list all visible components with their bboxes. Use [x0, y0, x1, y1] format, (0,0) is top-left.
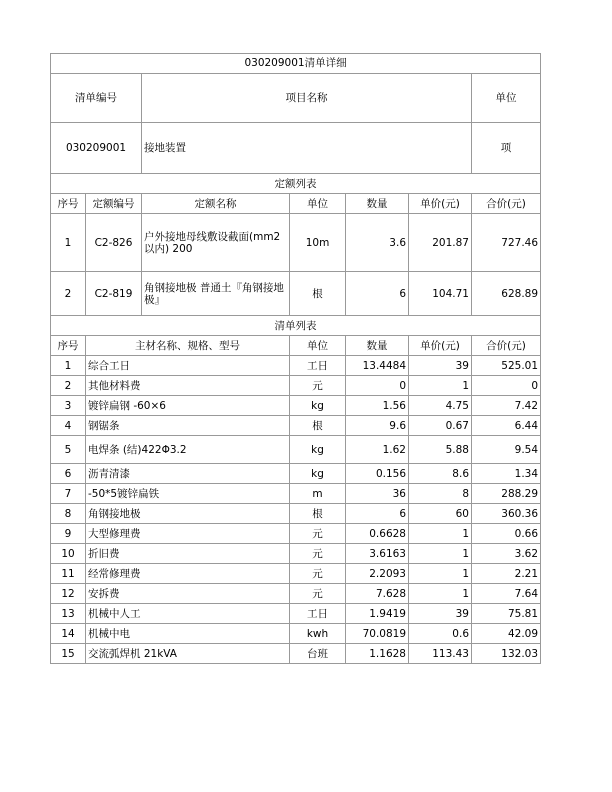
list-no: 7 [51, 484, 86, 504]
bill-name: 接地装置 [142, 123, 472, 174]
quota-no: 1 [51, 214, 86, 272]
bill-unit-header: 单位 [472, 74, 541, 123]
list-price: 1 [409, 544, 472, 564]
quota-name: 户外接地母线敷设截面(mm2以内) 200 [142, 214, 290, 272]
list-name: -50*5镀锌扁铁 [86, 484, 290, 504]
list-total: 6.44 [472, 416, 541, 436]
bill-unit: 项 [472, 123, 541, 174]
quota-price-header: 单价(元) [409, 194, 472, 214]
list-row [51, 624, 541, 644]
list-name: 安拆费 [86, 584, 290, 604]
quota-name: 角钢接地极 普通土『角钢接地极』 [142, 272, 290, 316]
list-header-row [51, 336, 541, 356]
list-price: 39 [409, 604, 472, 624]
list-unit: 元 [290, 584, 346, 604]
list-total: 7.42 [472, 396, 541, 416]
quota-row [51, 214, 541, 272]
list-total: 0.66 [472, 524, 541, 544]
list-section-title: 清单列表 [51, 316, 541, 336]
quota-qty: 6 [346, 272, 409, 316]
list-total: 525.01 [472, 356, 541, 376]
list-no: 6 [51, 464, 86, 484]
list-no: 9 [51, 524, 86, 544]
list-price: 1 [409, 376, 472, 396]
list-row [51, 644, 541, 664]
quota-unit: 10m [290, 214, 346, 272]
quota-name-header: 定额名称 [142, 194, 290, 214]
list-name-header: 主材名称、规格、型号 [86, 336, 290, 356]
quota-code: C2-826 [86, 214, 142, 272]
list-total-header: 合价(元) [472, 336, 541, 356]
quota-no: 2 [51, 272, 86, 316]
list-price: 4.75 [409, 396, 472, 416]
bill-detail-table [50, 53, 541, 664]
table-body [51, 54, 541, 664]
quota-total: 727.46 [472, 214, 541, 272]
list-unit: 元 [290, 524, 346, 544]
list-name: 其他材料费 [86, 376, 290, 396]
quota-row [51, 272, 541, 316]
list-price: 5.88 [409, 436, 472, 464]
list-row [51, 604, 541, 624]
list-name: 综合工日 [86, 356, 290, 376]
list-name: 角钢接地极 [86, 504, 290, 524]
list-price: 1 [409, 584, 472, 604]
list-qty-header: 数量 [346, 336, 409, 356]
list-row [51, 436, 541, 464]
list-price: 113.43 [409, 644, 472, 664]
list-qty: 1.62 [346, 436, 409, 464]
list-qty: 1.9419 [346, 604, 409, 624]
list-total: 1.34 [472, 464, 541, 484]
list-row [51, 416, 541, 436]
list-unit: kg [290, 436, 346, 464]
list-name: 经常修理费 [86, 564, 290, 584]
list-total: 7.64 [472, 584, 541, 604]
list-price: 8.6 [409, 464, 472, 484]
list-no: 11 [51, 564, 86, 584]
list-unit: m [290, 484, 346, 504]
list-no: 14 [51, 624, 86, 644]
list-unit: 元 [290, 376, 346, 396]
list-price: 8 [409, 484, 472, 504]
list-unit: 元 [290, 564, 346, 584]
list-no-header: 序号 [51, 336, 86, 356]
list-total: 42.09 [472, 624, 541, 644]
list-total: 132.03 [472, 644, 541, 664]
quota-section-row [51, 174, 541, 194]
list-unit: 台班 [290, 644, 346, 664]
bill-code: 030209001 [51, 123, 142, 174]
list-total: 2.21 [472, 564, 541, 584]
list-no: 15 [51, 644, 86, 664]
list-name: 大型修理费 [86, 524, 290, 544]
list-unit: 元 [290, 544, 346, 564]
list-row [51, 544, 541, 564]
list-qty: 1.1628 [346, 644, 409, 664]
list-total: 75.81 [472, 604, 541, 624]
list-row [51, 396, 541, 416]
list-total: 9.54 [472, 436, 541, 464]
quota-qty: 3.6 [346, 214, 409, 272]
list-unit: kg [290, 464, 346, 484]
list-total: 0 [472, 376, 541, 396]
quota-qty-header: 数量 [346, 194, 409, 214]
quota-price: 201.87 [409, 214, 472, 272]
list-price: 39 [409, 356, 472, 376]
list-row [51, 376, 541, 396]
list-no: 2 [51, 376, 86, 396]
list-row [51, 564, 541, 584]
quota-code-header: 定额编号 [86, 194, 142, 214]
bill-header-row [51, 74, 541, 123]
bill-row [51, 123, 541, 174]
list-price-header: 单价(元) [409, 336, 472, 356]
list-no: 13 [51, 604, 86, 624]
list-unit-header: 单位 [290, 336, 346, 356]
list-total: 288.29 [472, 484, 541, 504]
list-qty: 0.6628 [346, 524, 409, 544]
quota-total: 628.89 [472, 272, 541, 316]
quota-unit-header: 单位 [290, 194, 346, 214]
title-row [51, 54, 541, 74]
list-name: 沥青清漆 [86, 464, 290, 484]
bill-name-header: 项目名称 [142, 74, 472, 123]
list-unit: kwh [290, 624, 346, 644]
list-total: 360.36 [472, 504, 541, 524]
list-qty: 36 [346, 484, 409, 504]
quota-section-title: 定额列表 [51, 174, 541, 194]
list-name: 交流弧焊机 21kVA [86, 644, 290, 664]
list-qty: 1.56 [346, 396, 409, 416]
list-no: 10 [51, 544, 86, 564]
list-total: 3.62 [472, 544, 541, 564]
page-title: 030209001清单详细 [51, 54, 541, 74]
quota-no-header: 序号 [51, 194, 86, 214]
list-qty: 6 [346, 504, 409, 524]
list-name: 机械中电 [86, 624, 290, 644]
list-unit: 根 [290, 504, 346, 524]
list-qty: 7.628 [346, 584, 409, 604]
list-qty: 2.2093 [346, 564, 409, 584]
list-price: 60 [409, 504, 472, 524]
list-no: 8 [51, 504, 86, 524]
quota-header-row [51, 194, 541, 214]
list-row [51, 484, 541, 504]
bill-code-header: 清单编号 [51, 74, 142, 123]
list-qty: 70.0819 [346, 624, 409, 644]
list-name: 钢锯条 [86, 416, 290, 436]
list-name: 镀锌扁钢 -60×6 [86, 396, 290, 416]
list-no: 12 [51, 584, 86, 604]
quota-code: C2-819 [86, 272, 142, 316]
list-unit: 工日 [290, 356, 346, 376]
list-no: 3 [51, 396, 86, 416]
list-price: 1 [409, 564, 472, 584]
list-unit: 工日 [290, 604, 346, 624]
list-section-row [51, 316, 541, 336]
list-qty: 0.156 [346, 464, 409, 484]
list-no: 1 [51, 356, 86, 376]
list-name: 机械中人工 [86, 604, 290, 624]
list-name: 折旧费 [86, 544, 290, 564]
list-row [51, 584, 541, 604]
quota-total-header: 合价(元) [472, 194, 541, 214]
list-row [51, 524, 541, 544]
list-row [51, 464, 541, 484]
list-row [51, 356, 541, 376]
quota-price: 104.71 [409, 272, 472, 316]
list-qty: 9.6 [346, 416, 409, 436]
list-no: 4 [51, 416, 86, 436]
list-unit: kg [290, 396, 346, 416]
list-row [51, 504, 541, 524]
list-qty: 13.4484 [346, 356, 409, 376]
list-price: 0.67 [409, 416, 472, 436]
list-price: 0.6 [409, 624, 472, 644]
list-qty: 0 [346, 376, 409, 396]
list-unit: 根 [290, 416, 346, 436]
list-price: 1 [409, 524, 472, 544]
quota-unit: 根 [290, 272, 346, 316]
list-name: 电焊条 (结)422Φ3.2 [86, 436, 290, 464]
list-qty: 3.6163 [346, 544, 409, 564]
list-no: 5 [51, 436, 86, 464]
